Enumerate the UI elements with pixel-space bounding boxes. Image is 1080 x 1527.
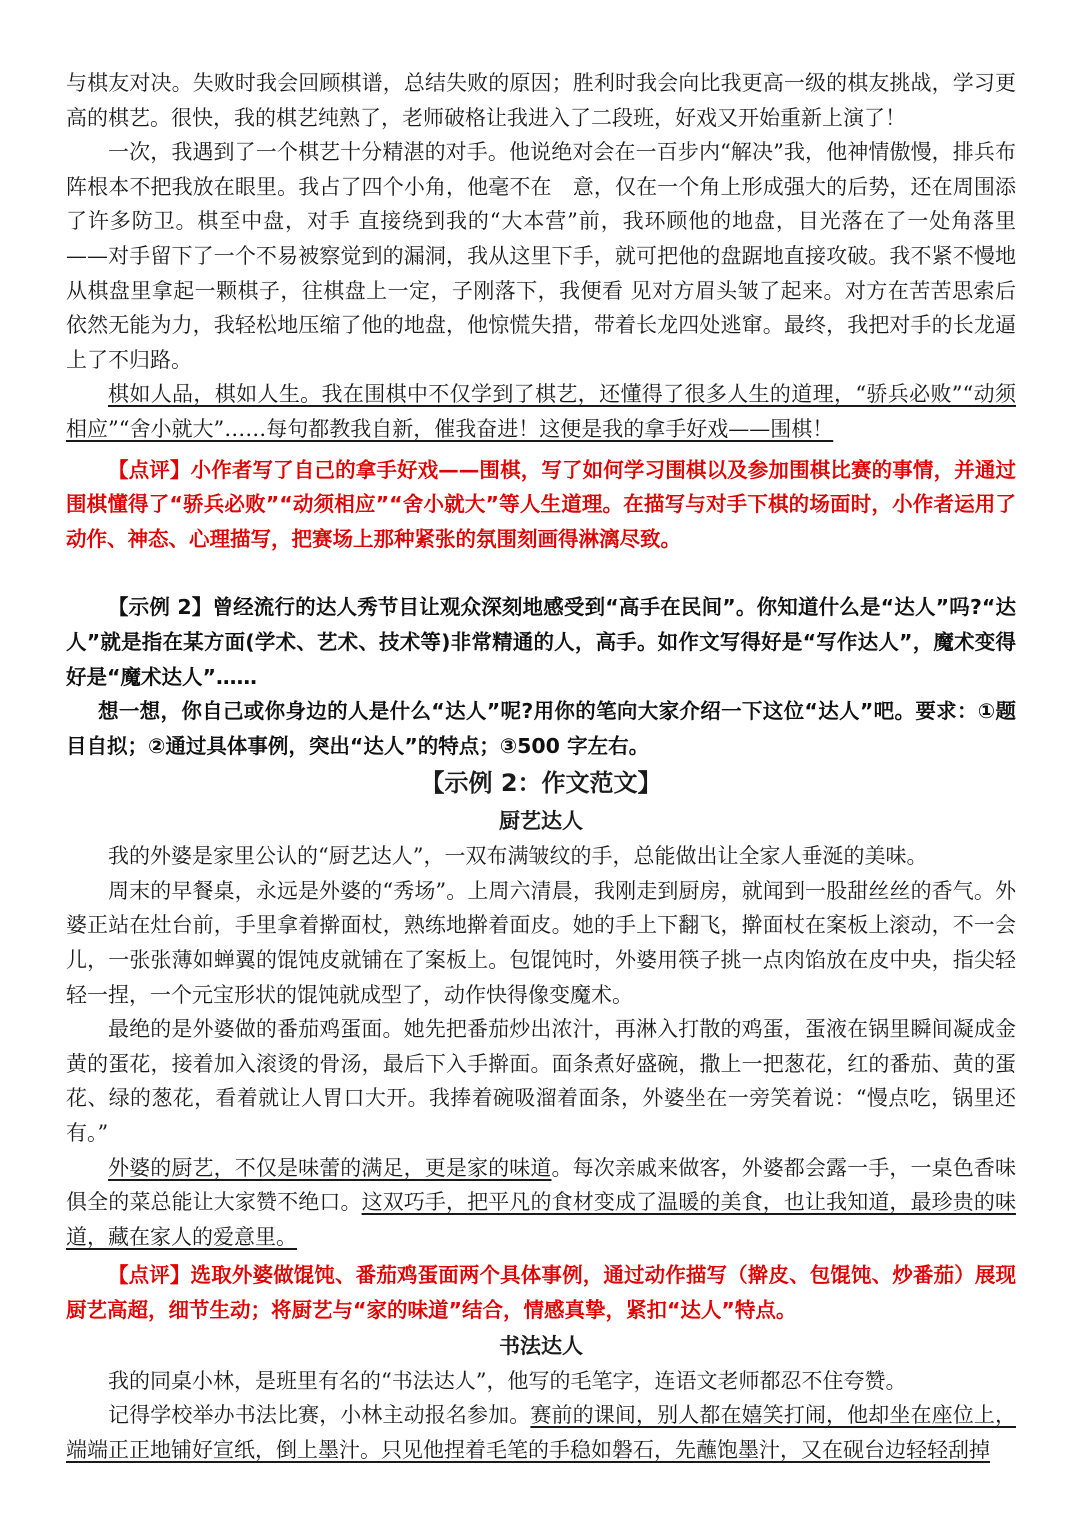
go-essay-paragraph-2: 一次，我遇到了一个棋艺十分精湛的对手。他说绝对会在一百步内“解决”我，他神情傲慢，排兵布阵根本不把我放在眼里。我占了四个小角，他毫不在 意，仅在一个角上形成强大的后势，还在周围添了许多防卫。棋至中盘，对手 直接绕到我的“大本营”前，我环顾他的地盘，目光落在了一处角落里——对手留下了一个不易被察觉到的漏洞，我从这里下手，就可把他的盘踞地直接攻破。我不紧不慢地从棋盘里拿起一颗棋子，往棋盘上一定，子刚落下，我便看 见对方眉头皱了起来。对方在苦苦思索后依然无能为力，我轻松地压缩了他的地盘，他惊慌失措，带着长龙四处逃窜。最终，我把对手的长龙逼上了不归路。 [66,140,1016,372]
essay-calligraphy-title: 书法达人 [499,1333,583,1358]
essay-chef-paragraph-1: 我的外婆是家里公认的“厨艺达人”，一双布满皱纹的手，总能做出让全家人垂涎的美味。 [108,844,928,869]
essay-chef-paragraph-4 [66,1151,1016,1255]
essay-calligraphy-underline: 赛前的课间，别人都在嬉笑打闹，他却坐在座位上，端端正正地铺好宣纸，倒上墨汁。只见他捏着毛笔的手稳如磐石，先蘸饱墨汁，又在砚台边轻轻刮掉 [66,1403,1017,1462]
essay-calligraphy-paragraph-2-start: 记得学校举办书法比赛，小林主动报名参加。 [108,1403,531,1428]
go-essay-paragraph-1: 与棋友对决。失败时我会回顾棋谱，总结失败的原因；胜利时我会向比我更高一级的棋友挑战，学习更高的棋艺。很快，我的棋艺纯熟了，老师破格让我进入了二段班，好戏又开始重新上演了！ [66,71,1016,130]
section-gap [66,556,1016,590]
essay-calligraphy-paragraph-1: 我的同桌小林，是班里有名的“书法达人”，他写的毛笔字，连语文老师都忍不住夸赞。 [108,1368,907,1393]
example2-heading: 【示例 2：作文范文】 [420,769,662,798]
example2-prompt-1: 【示例 2】曾经流行的达人秀节目让观众深刻地感受到“高手在民间”。你知道什么是“达人”吗?“达人”就是指在某方面(学术、艺术、技术等)非常精通的人，高手。如作文写得好是“写作达人”，魔术变得好是“魔术达人”…… [66,595,1016,689]
essay-chef-paragraph-2: 周末的早餐桌，永远是外婆的“秀场”。上周六清晨，我刚走到厨房，就闻到一股甜丝丝的香气。外婆正站在灶台前，手里拿着擀面杖，熟练地擀着面皮。她的手上下翻飞，擀面杖在案板上滚动，不一会儿，一张张薄如蝉翼的馄饨皮就铺在了案板上。包馄饨时，外婆用筷子挑一点肉馅放在皮中央，指尖轻轻一捏，一个元宝形状的馄饨就成型了，动作快得像变魔术。 [66,878,1016,1007]
essay-chef-paragraph-3: 最绝的是外婆做的番茄鸡蛋面。她先把番茄炒出浓汁，再淋入打散的鸡蛋，蛋液在锅里瞬间凝成金黄的蛋花，接着加入滚烫的骨汤，最后下入手擀面。面条煮好盛碗，撒上一把葱花，红的番茄、黄的蛋花、绿的葱花，看着就让人胃口大开。我捧着碗吸溜着面条，外婆坐在一旁笑着说：“慢点吃，锅里还有。” [66,1017,1016,1146]
go-essay-paragraph-3 [66,377,1016,446]
go-essay-paragraph-3-text: 棋如人品，棋如人生。我在围棋中不仅学到了棋艺，还懂得了很多人生的道理，“骄兵必败”“动须相应”“舍小就大”……每句都教我自新，催我奋进！这便是我的拿手好戏——围棋！ [66,382,1016,441]
essay-chef-underline-2: 这双巧手，把平凡的食材变成了温暖的美食，也让我知道，最珍贵的味道，藏在家人的爱意里。 [66,1190,1017,1249]
essay-chef-paragraph-4-middle: 。每次亲戚来做客，外婆都会露一手，一桌色香味俱全的菜总能让大家赞不绝口。 [66,1155,1016,1215]
essay-chef-title: 厨艺达人 [499,809,583,834]
essay-calligraphy-paragraph-2 [66,1398,1016,1467]
document-page [66,66,1016,1467]
essay-chef-underline-1: 外婆的厨艺，不仅是味蕾的满足，更是家的味道 [108,1155,552,1180]
example2-prompt-2: 想一想，你自己或你身边的人是什么“达人”呢?用你的笔向大家介绍一下这位“达人”吧。要求：①题目自拟；②通过具体事例，突出“达人”的特点；③500 字左右。 [66,699,1016,758]
essay-chef-comment: 【点评】选取外婆做馄饨、番茄鸡蛋面两个具体事例，通过动作描写（擀皮、包馄饨、炒番茄）展现厨艺高超，细节生动；将厨艺与“家的味道”结合，情感真挚，紧扣“达人”特点。 [66,1263,1016,1322]
go-essay-comment: 【点评】小作者写了自己的拿手好戏——围棋，写了如何学习围棋以及参加围棋比赛的事情，并通过围棋懂得了“骄兵必败”“动须相应”“舍小就大”等人生道理。在描写与对手下棋的场面时，小作者运用了动作、神态、心理描写，把赛场上那种紧张的氛围刻画得淋漓尽致。 [66,457,1016,551]
